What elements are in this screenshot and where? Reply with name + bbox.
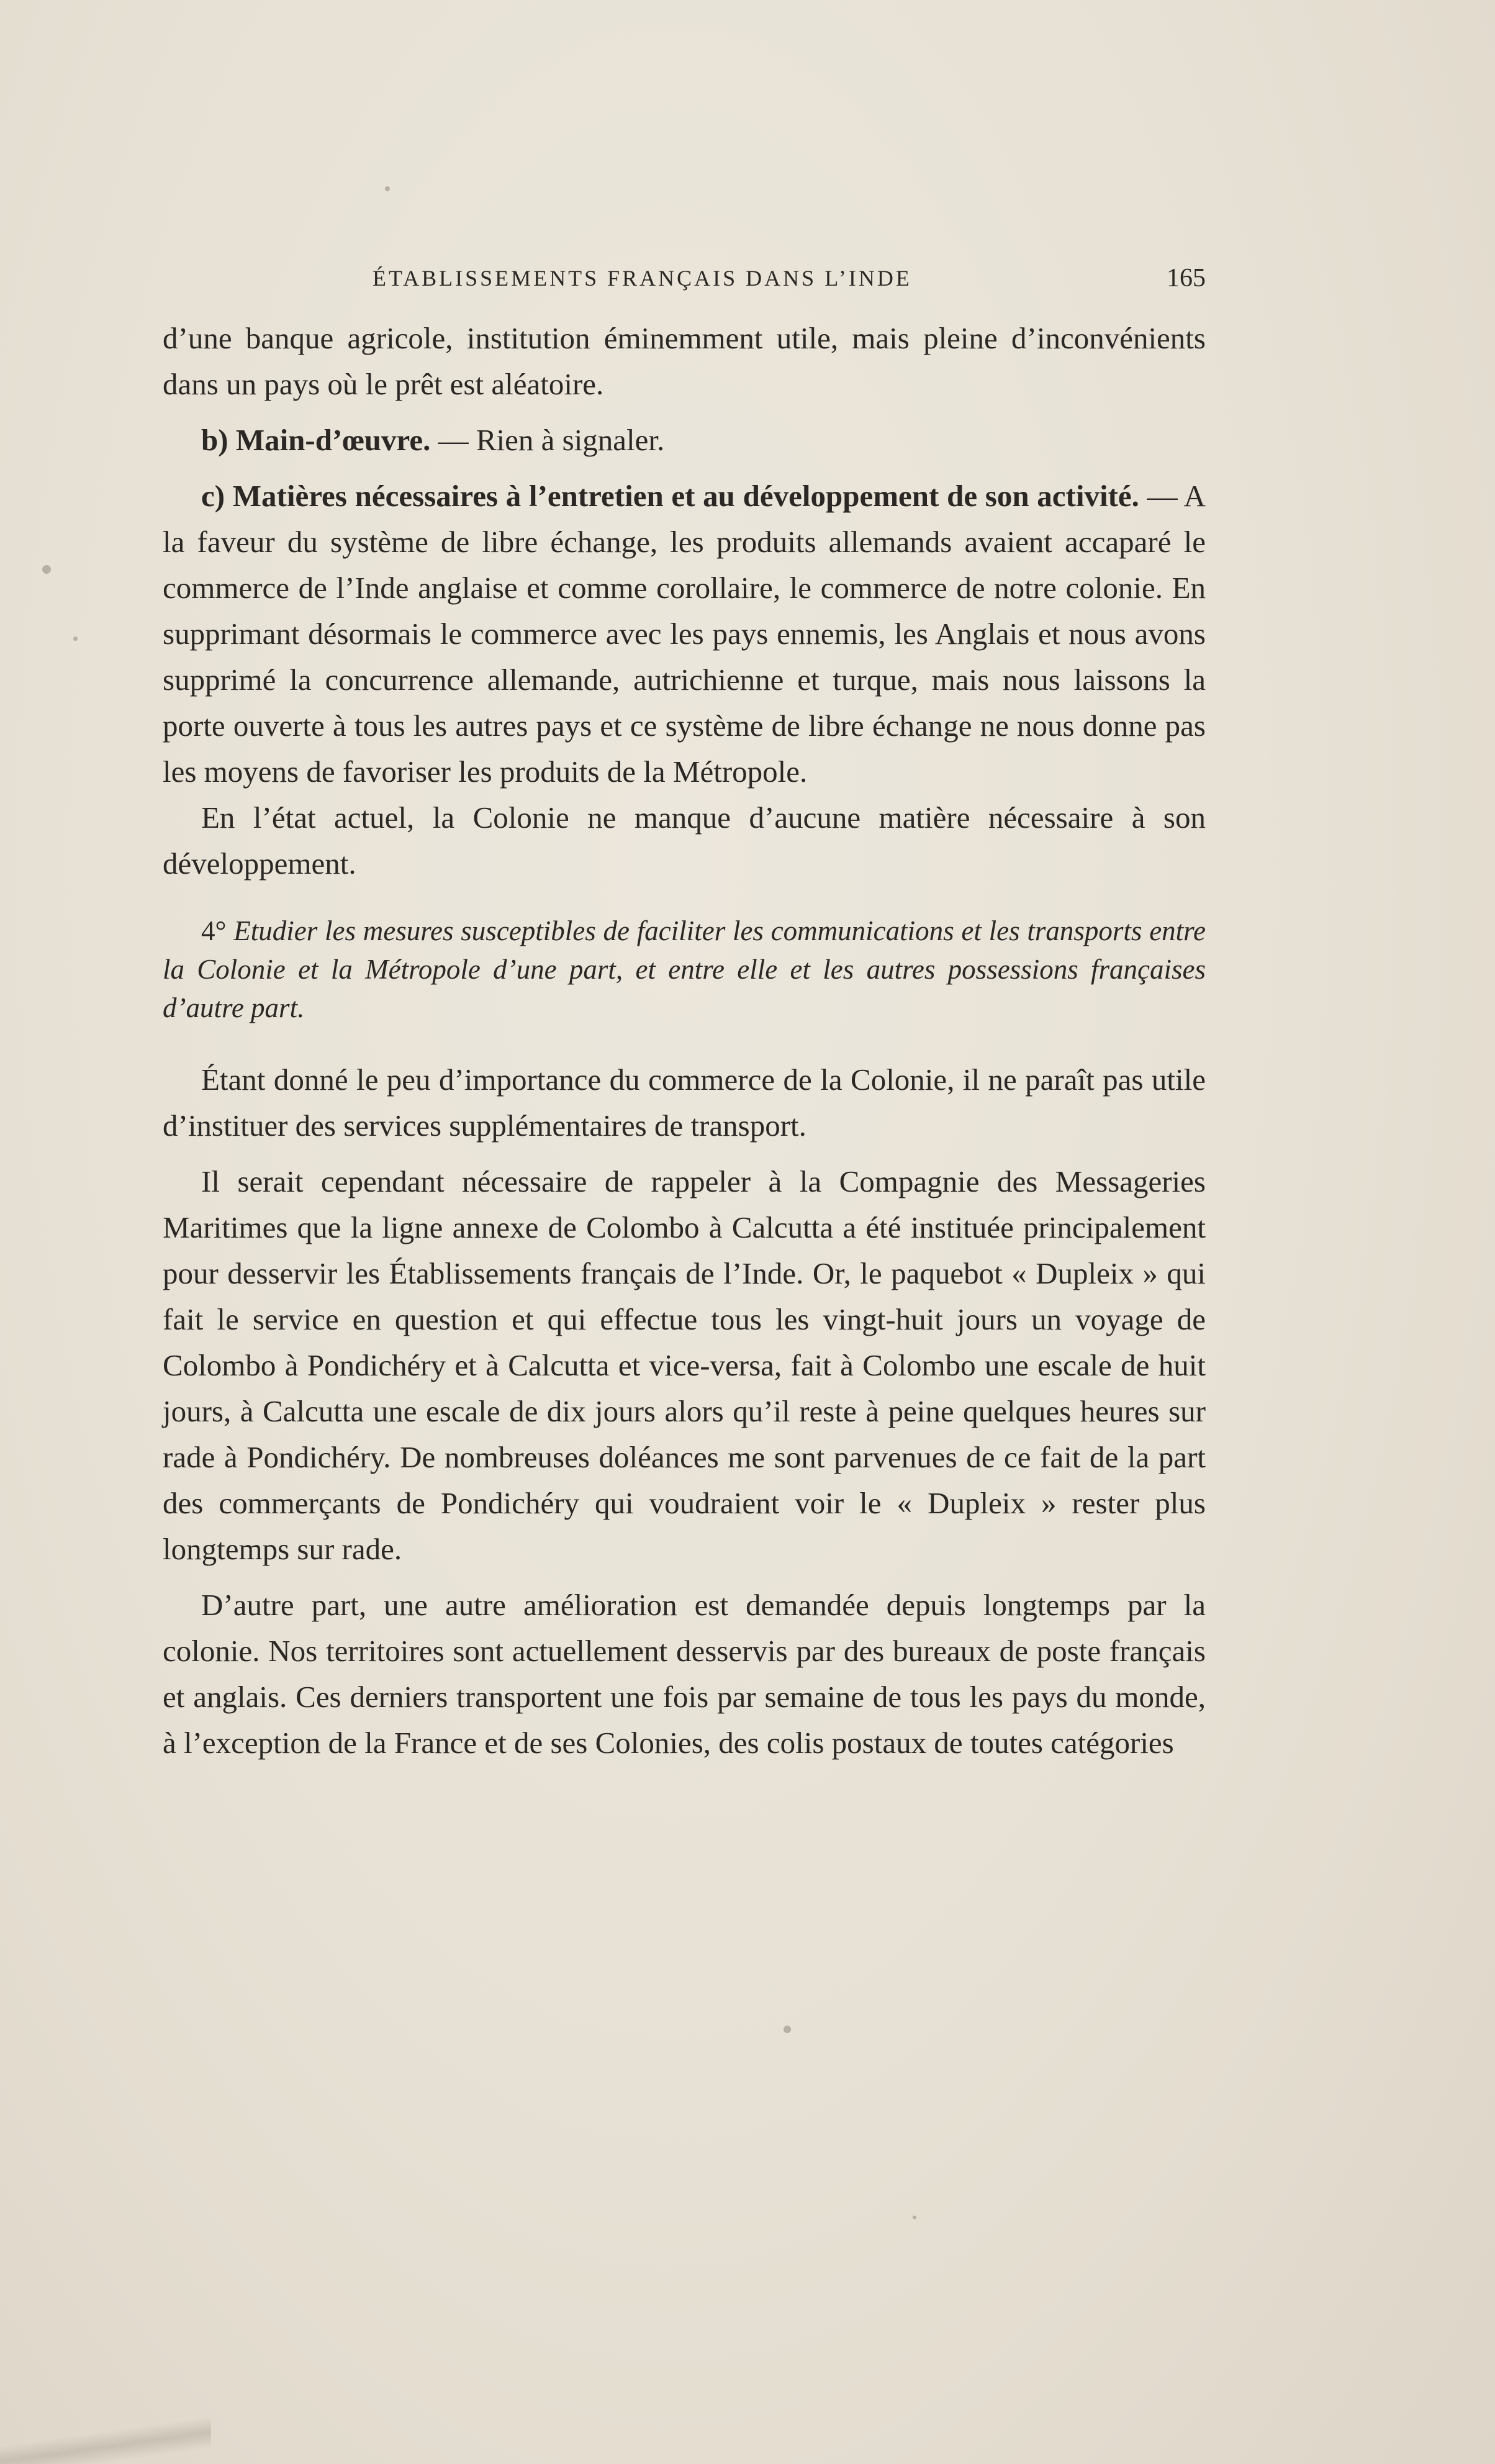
importance-text: Étant donné le peu d’importance du commerce de la Colonie, il ne paraît pas utile d’instituer des services supplémentaires de transport. <box>163 1062 1206 1143</box>
messageries-text: Il serait cependant nécessaire de rappeler à la Compagnie des Messageries Maritimes que la ligne annexe de Colombo à Calcutta a été instituée principalement pour desservir les Établissements français de l’Inde. Or, le paquebot « Dupleix » qui fait le service en question et qui effectue tous les vingt-huit jours un voyage de Colombo à Pondichéry et à Calcutta et vice-versa, fait à Colombo une escale de huit jours, à Calcutta une escale de dix jours alors qu’il reste à peine quelques heures sur rade à Pondichéry. De nombreuses doléances me sont parvenues de ce fait de la part des commerçants de Pondichéry qui voudraient voir le « Dupleix » rester plus longtemps sur rade. <box>163 1164 1206 1566</box>
page-number: 165 <box>1167 264 1206 292</box>
matieres-text: — A la faveur du système de libre échange, les produits allemands avaient accaparé le commerce de l’Inde anglaise et comme corollaire, le commerce de notre colonie. En supprimant désormais le commerce avec les pays ennemis, les Anglais et nous avons supprimé la concurrence allemande, autrichienne et turque, mais nous laissons la porte ouverte à tous les autres pays et ce système de libre échange ne nous donne pas les moyens de favoriser les produits de la Métropole. <box>163 479 1206 789</box>
paper-speck <box>913 2216 916 2219</box>
paragraph-banque-text: d’une banque agricole, institution éminemment utile, mais pleine d’inconvénients dans un pays où le prêt est aléatoire. <box>163 321 1206 401</box>
running-header <box>163 260 1206 297</box>
main-doeuvre-text: — Rien à signaler. <box>430 423 665 457</box>
paragraph-messageries <box>163 1159 1206 1572</box>
paragraph-matieres <box>163 473 1206 795</box>
paragraph-importance <box>163 1057 1206 1149</box>
page-crease <box>0 2414 211 2464</box>
paragraph-postes <box>163 1582 1206 1766</box>
section-4-title: Etudier les mesures susceptibles de faciliter les communications et les transports entre la Colonie et la Métropole d’une part, et entre elle et les autres possessions françaises d’autre part. <box>163 915 1206 1023</box>
paper-speck <box>42 565 51 574</box>
paragraph-main-doeuvre <box>163 417 1206 463</box>
paper-speck <box>385 186 390 191</box>
main-doeuvre-heading: b) Main-d’œuvre. <box>201 423 431 457</box>
section-4-number: 4° <box>201 915 227 946</box>
etat-actuel-text: En l’état actuel, la Colonie ne manque d’aucune matière nécessaire à son développement. <box>163 800 1206 881</box>
paper-speck <box>73 636 78 641</box>
paragraph-etat-actuel <box>163 795 1206 887</box>
postes-text: D’autre part, une autre amélioration est demandée depuis longtemps par la colonie. Nos territoires sont actuellement desservis par des bureaux de poste français et anglais. Ces derniers transportent une fois par semaine de tous les pays du monde, à l’exception de la France et de ses Colonies, des colis postaux de toutes catégories <box>163 1588 1206 1760</box>
paragraph-banque <box>163 315 1206 407</box>
paper-speck <box>784 2026 791 2033</box>
section-4-heading <box>163 912 1206 1027</box>
running-title: ÉTABLISSEMENTS FRANÇAIS DANS L’INDE <box>373 266 912 291</box>
body-text <box>163 315 1206 2054</box>
matieres-heading: c) Matières nécessaires à l’entretien et au développement de son activité. <box>201 479 1139 513</box>
